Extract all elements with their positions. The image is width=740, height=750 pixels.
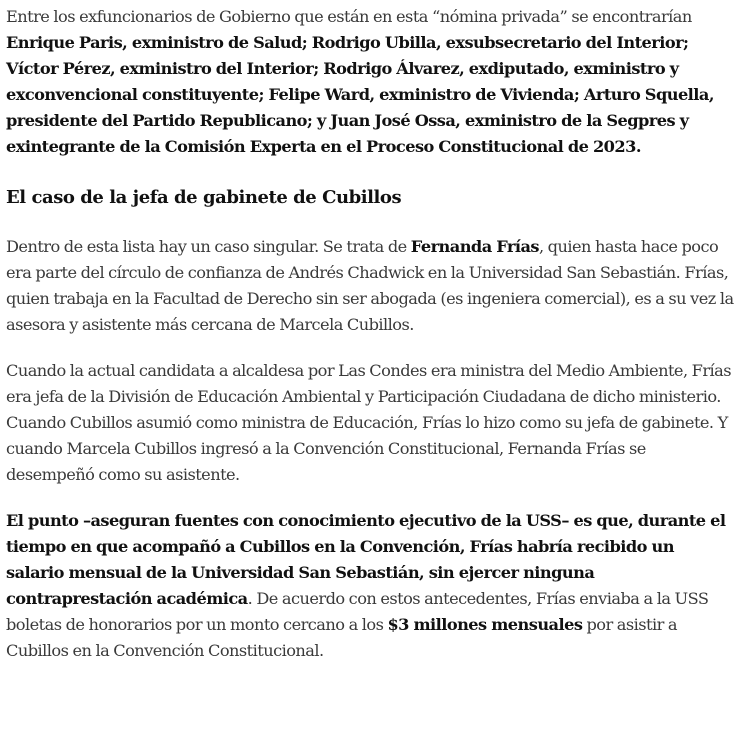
paragraph-bold-name: Fernanda Frías [410,237,539,256]
paragraph-text: por asistir a Cubillos en la Convención Constitucional. [6,615,677,660]
paragraph-salario [6,508,734,664]
paragraph-text: , quien hasta hace poco era parte del círculo de confianza de Andrés Chadwick en la Universidad San Sebastián. Frías, quien trabaja en la Facultad de Derecho sin ser abogada (es ingeniera comercial), es a su vez la asesora y asistente más cercana de Marcela Cubillos. [6,237,734,334]
paragraph-text: . De acuerdo con estos antecedentes, Frías enviaba a la USS boletas de honorarios por un monto cercano a los [6,589,709,634]
paragraph-fernanda-frias [6,234,734,338]
paragraph-bold-claim: El punto –aseguran fuentes con conocimiento ejecutivo de la USS– es que, durante el tiempo en que acompañó a Cubillos en la Convención, Frías habría recibido un salario mensual de la Universidad San Sebastián, sin ejercer ninguna contraprestación académica [6,511,726,608]
section-heading: El caso de la jefa de gabinete de Cubillos [6,187,402,208]
paragraph-text: Entre los exfuncionarios de Gobierno que están en esta “nómina privada” se encontrarían [6,7,692,26]
paragraph-exfuncionarios [6,4,734,160]
paragraph-trayectoria [6,358,734,488]
paragraph-text: Cuando la actual candidata a alcaldesa por Las Condes era ministra del Medio Ambiente, Frías era jefa de la División de Educación Ambiental y Participación Ciudadana de dicho ministerio. Cuando Cubillos asumió como ministra de Educación, Frías lo hizo como su jefa de gabinete. Y cuando Marcela Cubillos ingresó a la Convención Constitucional, Fernanda Frías se desempeñó como su asistente. [6,361,731,484]
paragraph-text: Dentro de esta lista hay un caso singular. Se trata de [6,237,411,256]
paragraph-bold-amount: $3 millones mensuales [387,615,583,634]
paragraph-bold-names: Enrique Paris, exministro de Salud; Rodrigo Ubilla, exsubsecretario del Interior; Víctor Pérez, exministro del Interior; Rodrigo Álvarez, exdiputado, exministro y exconvencional constituyente; Felipe Ward, exministro de Vivienda; Arturo Squella, presidente del Partido Republicano; y Juan José Ossa, exministro de la Segpres y exintegrante de la Comisión Experta en el Proceso Constitucional de 2023. [6,33,714,156]
